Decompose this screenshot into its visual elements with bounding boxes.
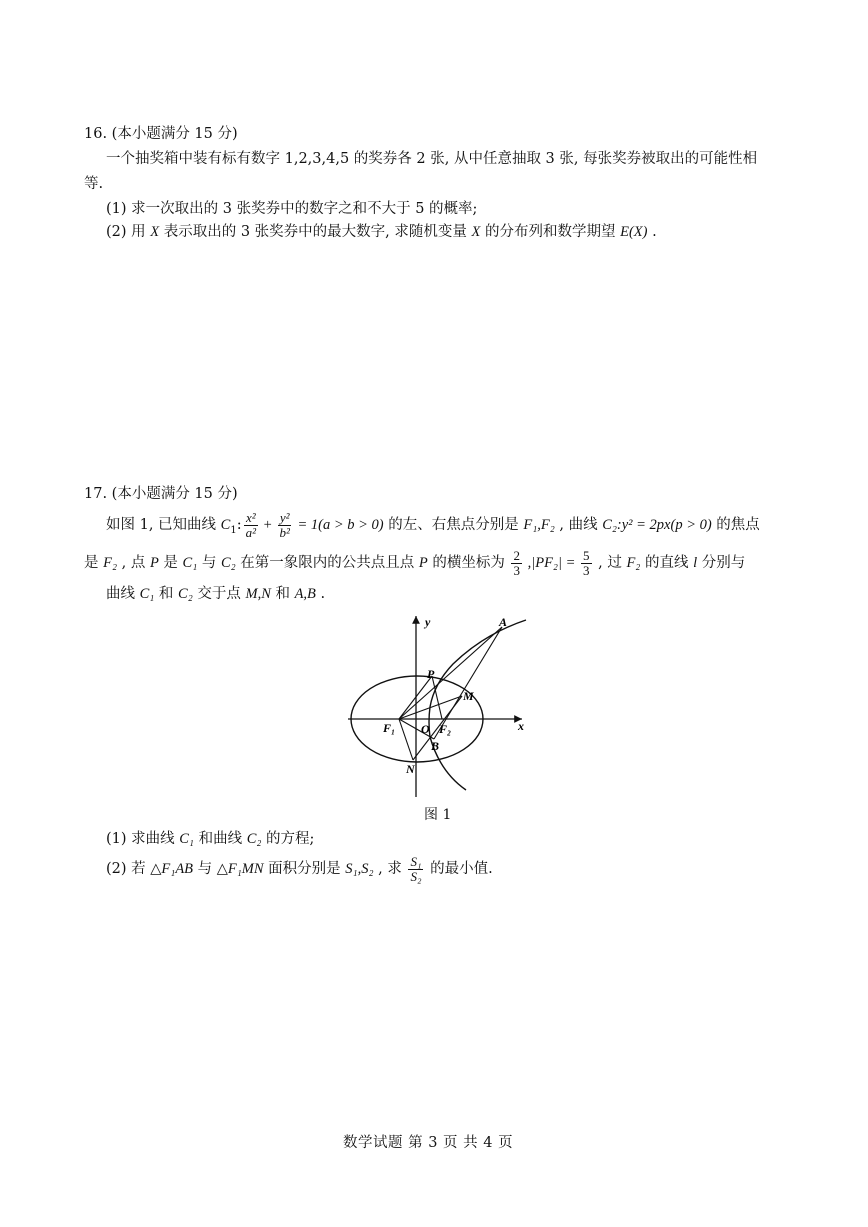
q16-part2: (2) 用 X 表示取出的 3 张奖券中的最大数字, 求随机变量 X 的分布列和数学期望 E(X) .	[106, 224, 657, 240]
construction-lines	[399, 627, 502, 760]
label-N: N	[406, 762, 415, 776]
label-P: P	[427, 667, 435, 681]
label-O: O	[421, 722, 430, 736]
label-M: M	[463, 689, 474, 703]
q17-header: 17. (本小题满分 15 分)	[84, 486, 238, 502]
q17-line3: 曲线 C₁ 和 C₂ 交于点 M,N 和 A,B .	[106, 586, 326, 602]
q17-line1: 如图 1, 已知曲线 $C_1$: $\frac{\text{x²}}{\text{a²}}$ + $\frac{\text{y²}}{\text{b²}}$ = 1(a > b > 0) 的左、右焦点分别是 F₁,F₂ , 曲线 C₂:y² = 2px(p > 0) 的焦点	[106, 509, 760, 540]
parabola-c2	[429, 620, 526, 790]
q17-part1: (1) 求曲线 C₁ 和曲线 C₂ 的方程;	[106, 831, 315, 847]
figure-caption: 图 1	[424, 807, 452, 823]
q16-part1: (1) 求一次取出的 3 张奖券中的数字之和不大于 5 的概率;	[106, 201, 478, 217]
label-F2: F₂	[439, 722, 452, 736]
q17-line2: 是 F₂ , 点 P 是 C₁ 与 C₂ 在第一象限内的公共点且点 P 的横坐标为 $\frac{2}{3}$ ,|PF₂| = $\frac{5}{3}$ , 过 F₂ 的直线 l 分别与	[84, 547, 746, 578]
q16-header: 16. (本小题满分 15 分)	[84, 126, 238, 142]
q17-part2: (2) 若 △F₁AB 与 △F₁MN 面积分别是 S₁,S₂ , 求 $\frac{\text{S₁}}{\text{S₂}}$ 的最小值.	[106, 853, 493, 884]
label-F1: F₁	[383, 721, 396, 735]
page-footer: 数学试题 第 3 页 共 4 页	[343, 1135, 514, 1151]
label-B: B	[431, 739, 440, 753]
q16-stem-line1: 一个抽奖箱中装有标有数字 1,2,3,4,5 的奖券各 2 张, 从中任意抽取 3 张, 每张奖券被取出的可能性相	[106, 151, 758, 167]
q16-stem-line2: 等.	[84, 176, 104, 192]
label-A: A	[499, 615, 508, 629]
label-y: y	[425, 615, 431, 629]
label-x: x	[518, 719, 524, 733]
figure-1	[344, 612, 544, 802]
